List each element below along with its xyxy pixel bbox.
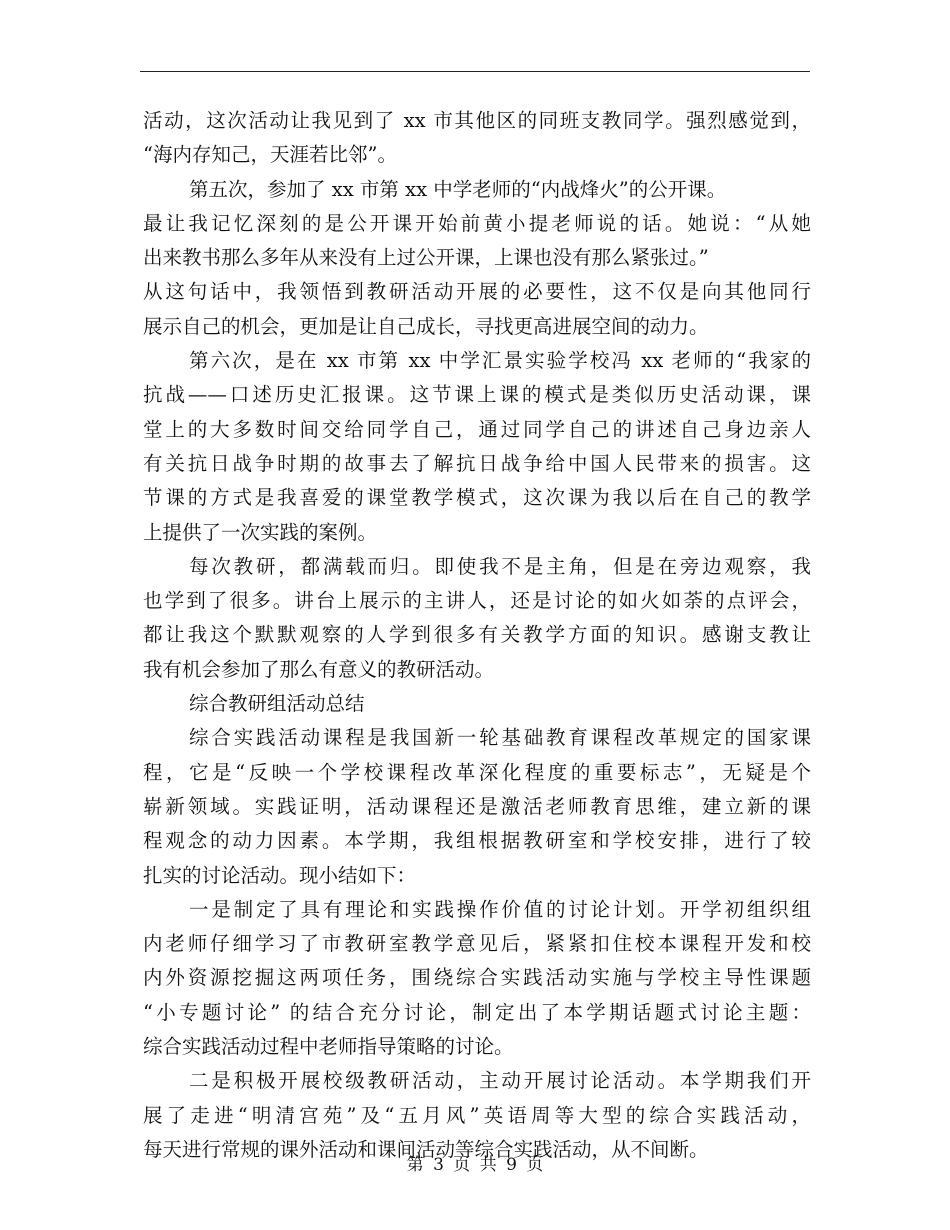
text-line: 一是制定了具有理论和实践操作价值的讨论计划。开学初组织组 <box>189 897 811 921</box>
text-line: 都让我这个默默观察的人学到很多有关教学方面的知识。感谢支教让 <box>143 623 811 647</box>
text-line: 展示自己的机会，更加是让自己成长，寻找更高进展空间的动力。 <box>143 314 709 338</box>
text-line: 我有机会参加了那么有意义的教研活动。 <box>143 657 495 681</box>
text-line: 内外资源挖掘这两项任务，围绕综合实践活动实施与学校主导性课题 <box>143 966 811 990</box>
text-line: 第五次，参加了 xx 市第 xx 中学老师的“内战烽火”的公开课。 <box>189 177 727 201</box>
text-line: 节课的方式是我喜爱的课堂教学模式，这次课为我以后在自己的教学 <box>143 486 811 510</box>
text-line: 出来教书那么多年从来没有上过公开课，上课也没有那么紧张过。” <box>143 246 709 270</box>
text-line: 二是积极开展校级教研活动，主动开展讨论活动。本学期我们开 <box>189 1069 811 1093</box>
text-line: 第六次，是在 xx 市第 xx 中学汇景实验学校冯 xx 老师的“我家的 <box>189 349 811 373</box>
text-line: 从这句话中，我领悟到教研活动开展的必要性，这不仅是向其他同行 <box>143 280 811 304</box>
text-line: 活动，这次活动让我见到了 xx 市其他区的同班支教同学。强烈感觉到， <box>143 109 811 132</box>
text-line: 也学到了很多。讲台上展示的主讲人，还是讨论的如火如荼的点评会， <box>143 589 811 613</box>
text-line: “小专题讨论” 的结合充分讨论，制定出了本学期话题式讨论主题： <box>143 1000 811 1024</box>
text-line: 综合教研组活动总结 <box>189 692 365 716</box>
text-line: 综合实践活动过程中老师指导策略的讨论。 <box>143 1035 514 1059</box>
text-line: 抗战——口述历史汇报课。这节课上课的模式是类似历史活动课，课 <box>143 383 811 407</box>
text-line: 堂上的大多数时间交给同学自己，通过同学自己的讲述自己身边亲人 <box>143 417 811 441</box>
page-footer: 第 3 页 共 9 页 <box>406 1155 544 1175</box>
text-line: “海内存知己，天涯若比邻”。 <box>143 143 397 167</box>
text-line: 崭新领域。实践证明，活动课程还是激活老师教育思维，建立新的课 <box>143 794 811 818</box>
text-line: 展了走进“明清宫苑”及“五月风”英语周等大型的综合实践活动， <box>143 1103 811 1127</box>
text-line: 程观念的动力因素。本学期，我组根据教研室和学校安排，进行了较 <box>143 829 811 853</box>
header-rule <box>140 71 810 72</box>
text-line: 综合实践活动课程是我国新一轮基础教育课程改革规定的国家课 <box>189 726 811 750</box>
text-line: 每次教研，都满载而归。即使我不是主角，但是在旁边观察，我 <box>189 554 811 578</box>
text-line: 每天进行常规的课外活动和课间活动等综合实践活动，从不间断。 <box>143 1137 709 1161</box>
text-line: 上提供了一次实践的案例。 <box>143 520 378 544</box>
text-line: 最让我记忆深刻的是公开课开始前黄小提老师说的话。她说：“从她 <box>143 211 811 235</box>
text-line: 程，它是“反映一个学校课程改革深化程度的重要标志”，无疑是个 <box>143 760 811 784</box>
text-line: 内老师仔细学习了市教研室教学意见后，紧紧扣住校本课程开发和校 <box>143 932 811 956</box>
text-line: 扎实的讨论活动。现小结如下： <box>143 863 417 887</box>
text-line: 有关抗日战争时期的故事去了解抗日战争给中国人民带来的损害。这 <box>143 451 811 475</box>
document-body <box>143 104 811 1167</box>
